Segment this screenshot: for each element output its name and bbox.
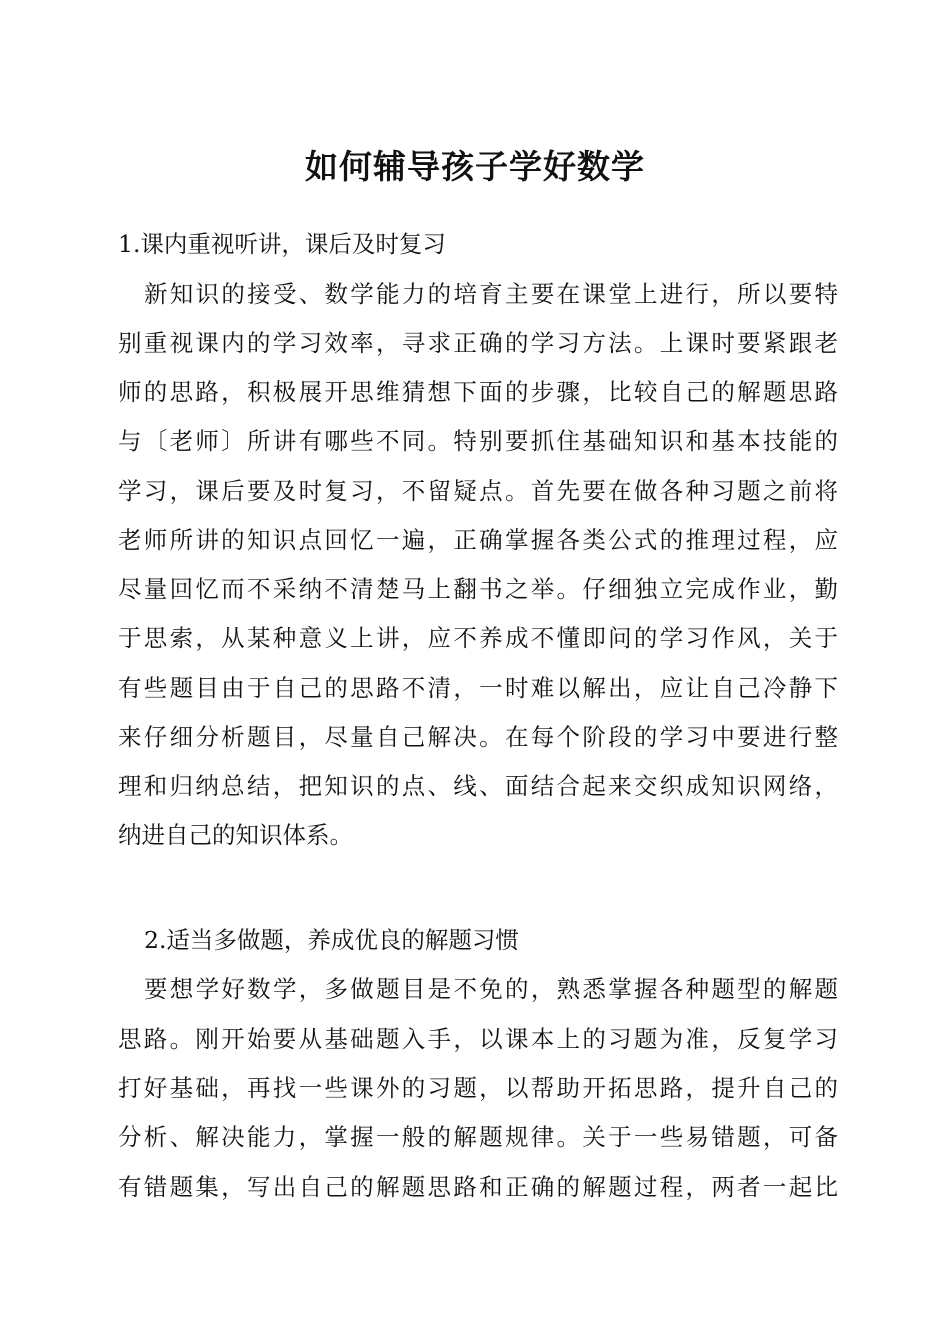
document-title: 如何辅导孩子学好数学 [305,147,645,186]
section-1-line-6: 老师所讲的知识点回忆一遍，正确掌握各类公式的推理过程，应 [118,526,838,554]
section-2-line-1: 要想学好数学，多做题目是不免的，熟悉掌握各种题型的解题 [144,975,838,1003]
section-1-heading: 1.课内重视听讲，课后及时复习 [118,230,446,258]
section-1-line-7: 尽量回忆而不采纳不清楚马上翻书之举。仔细独立完成作业，勤 [118,575,838,603]
section-1-line-12: 纳进自己的知识体系。 [118,821,353,849]
section-2-line-4: 分析、解决能力，掌握一般的解题规律。关于一些易错题，可备 [118,1123,838,1151]
section-2-heading: 2.适当多做题，养成优良的解题习惯 [144,926,519,954]
section-1-line-3: 师的思路，积极展开思维猜想下面的步骤，比较自己的解题思路 [118,378,838,406]
section-1-line-8: 于思索，从某种意义上讲，应不养成不懂即问的学习作风，关于 [118,624,838,652]
section-1-line-10: 来仔细分析题目，尽量自己解决。在每个阶段的学习中要进行整 [118,723,838,751]
section-2-line-3: 打好基础，再找一些课外的习题，以帮助开拓思路，提升自己的 [118,1074,838,1102]
section-1-line-4: 与〔老师〕所讲有哪些不同。特别要抓住基础知识和基本技能的 [118,427,838,455]
section-1-line-9: 有些题目由于自己的思路不清，一时难以解出，应让自己冷静下 [118,674,838,702]
section-1-line-2: 别重视课内的学习效率，寻求正确的学习方法。上课时要紧跟老 [118,329,838,357]
section-1-line-5: 学习，课后要及时复习，不留疑点。首先要在做各种习题之前将 [118,477,838,505]
section-2-line-2: 思路。刚开始要从基础题入手，以课本上的习题为准，反复学习 [118,1025,838,1053]
section-1-line-1: 新知识的接受、数学能力的培育主要在课堂上进行，所以要特 [144,280,838,308]
section-2-line-5: 有错题集，写出自己的解题思路和正确的解题过程，两者一起比 [118,1173,838,1201]
section-1-line-11: 理和归纳总结，把知识的点、线、面结合起来交织成知识网络， [118,772,838,800]
